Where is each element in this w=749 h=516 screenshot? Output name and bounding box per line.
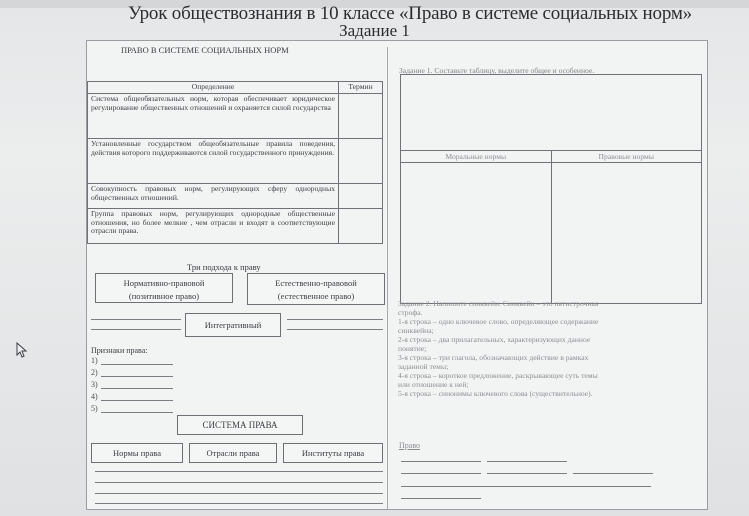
- signs-title: Признаки права:: [91, 346, 148, 355]
- sign-answer-line[interactable]: [101, 388, 173, 389]
- task2-line: синквейна;: [398, 326, 434, 335]
- approach-natural-sub: (естественное право): [277, 291, 355, 301]
- answer-line[interactable]: [95, 503, 383, 504]
- answer-line[interactable]: [95, 493, 383, 494]
- moral-cell[interactable]: [401, 163, 552, 304]
- task2-line: строфа.: [398, 308, 423, 317]
- definition-cell: Совокупность правовых норм, регулирующих сферу однородных общественных отношений.: [88, 184, 339, 209]
- answer-line[interactable]: [91, 329, 181, 330]
- task2-line: заданной темы;: [398, 362, 449, 371]
- synquain-line[interactable]: [487, 461, 567, 462]
- left-heading: ПРАВО В СИСТЕМЕ СОЦИАЛЬНЫХ НОРМ: [121, 45, 289, 55]
- sign-number: 1): [91, 356, 98, 365]
- col-header-definition: Определение: [88, 82, 339, 94]
- col-header-term: Термин: [339, 82, 383, 94]
- term-cell[interactable]: [339, 184, 383, 209]
- system-item-label: Нормы права: [113, 448, 161, 458]
- approach-integrative-label: Интегративный: [204, 320, 262, 330]
- approach-natural-label: Естественно-правовой: [275, 278, 357, 288]
- legal-cell[interactable]: [551, 163, 702, 304]
- system-item-branches: [189, 443, 277, 463]
- synquain-line[interactable]: [573, 473, 653, 474]
- approach-integrative-box: [185, 313, 281, 337]
- law-word: Право: [399, 441, 421, 450]
- task2-line: 4-я строка – короткое предложение, раскрывающее суть темы: [398, 371, 598, 380]
- column-divider: [387, 47, 388, 509]
- answer-line[interactable]: [287, 329, 383, 330]
- system-item-institutes: [283, 443, 383, 463]
- approach-normative-box: [95, 273, 233, 303]
- answer-line[interactable]: [95, 482, 383, 483]
- task2-line: Задание 2. Напишите синквейн. Синквейн – это пятистрочная: [398, 299, 599, 308]
- system-item-label: Отрасли права: [206, 448, 260, 458]
- col-header-moral: Моральные нормы: [401, 151, 552, 163]
- answer-line[interactable]: [95, 471, 383, 472]
- answer-line[interactable]: [287, 319, 383, 320]
- approach-normative-label: Нормативно-правовой: [123, 278, 205, 288]
- definition-cell: Система общеобязательных норм, которая обеспечивает юридическое регулирование общественных отношений и охраняется силой государства: [88, 94, 339, 139]
- synquain-line[interactable]: [401, 486, 651, 487]
- term-cell[interactable]: [339, 94, 383, 139]
- approach-natural-box: [247, 273, 385, 305]
- system-item-norms: [91, 443, 183, 463]
- sign-number: 4): [91, 392, 98, 401]
- task2-line: 2-я строка – два прилагательных, характеризующих данное: [398, 335, 591, 344]
- task2-line: или отношение к ней;: [398, 380, 469, 389]
- worksheet: [86, 40, 708, 510]
- approaches-title: Три подхода к праву: [187, 262, 261, 272]
- system-item-label: Институты права: [301, 448, 365, 458]
- definitions-table: [87, 81, 383, 244]
- system-of-law-label: СИСТЕМА ПРАВА: [202, 420, 278, 430]
- task2-block: [398, 299, 708, 398]
- approach-normative-sub: (позитивное право): [128, 291, 200, 301]
- comparison-table: [400, 150, 702, 304]
- sign-number: 2): [91, 368, 98, 377]
- sign-number: 3): [91, 380, 98, 389]
- page-title: Урок обществознания в 10 классе «Право в системе социальных норм»: [128, 3, 692, 24]
- sign-number: 5): [91, 404, 98, 413]
- term-cell[interactable]: [339, 139, 383, 184]
- synquain-line[interactable]: [401, 498, 481, 499]
- definition-cell: Установленные государством общеобязательные правила поведения, действия которого поддерживаются силой государственного принуждения.: [88, 139, 339, 184]
- page-subtitle: Задание 1: [339, 21, 410, 40]
- task2-line: 5-я строка – синонимы ключевого слова (существительное).: [398, 389, 593, 398]
- system-of-law-box: [177, 415, 303, 435]
- col-header-legal: Правовые нормы: [551, 151, 702, 163]
- definition-cell: Группа правовых норм, регулирующих однородные общественные отношения, но более мелкие , чем отрасли и входят в соответствующие отрасли права.: [88, 209, 339, 244]
- task2-line: понятие;: [398, 344, 427, 353]
- term-cell[interactable]: [339, 209, 383, 244]
- sign-answer-line[interactable]: [101, 364, 173, 365]
- comparison-common-area[interactable]: [400, 74, 702, 150]
- answer-line[interactable]: [91, 319, 181, 320]
- task1-text: Задание 1. Составьте таблицу, выделите общее и особенное.: [399, 66, 595, 75]
- sign-answer-line[interactable]: [101, 400, 173, 401]
- synquain-line[interactable]: [401, 473, 481, 474]
- synquain-line[interactable]: [487, 473, 567, 474]
- synquain-line[interactable]: [401, 461, 481, 462]
- task2-line: 3-я строка – три глагола, обозначающих действие в рамках: [398, 353, 589, 362]
- mouse-cursor-icon: [14, 342, 28, 358]
- task2-line: 1-я строка – одно ключевое слово, определяющее содержание: [398, 317, 599, 326]
- sign-answer-line[interactable]: [101, 412, 173, 413]
- sign-answer-line[interactable]: [101, 376, 173, 377]
